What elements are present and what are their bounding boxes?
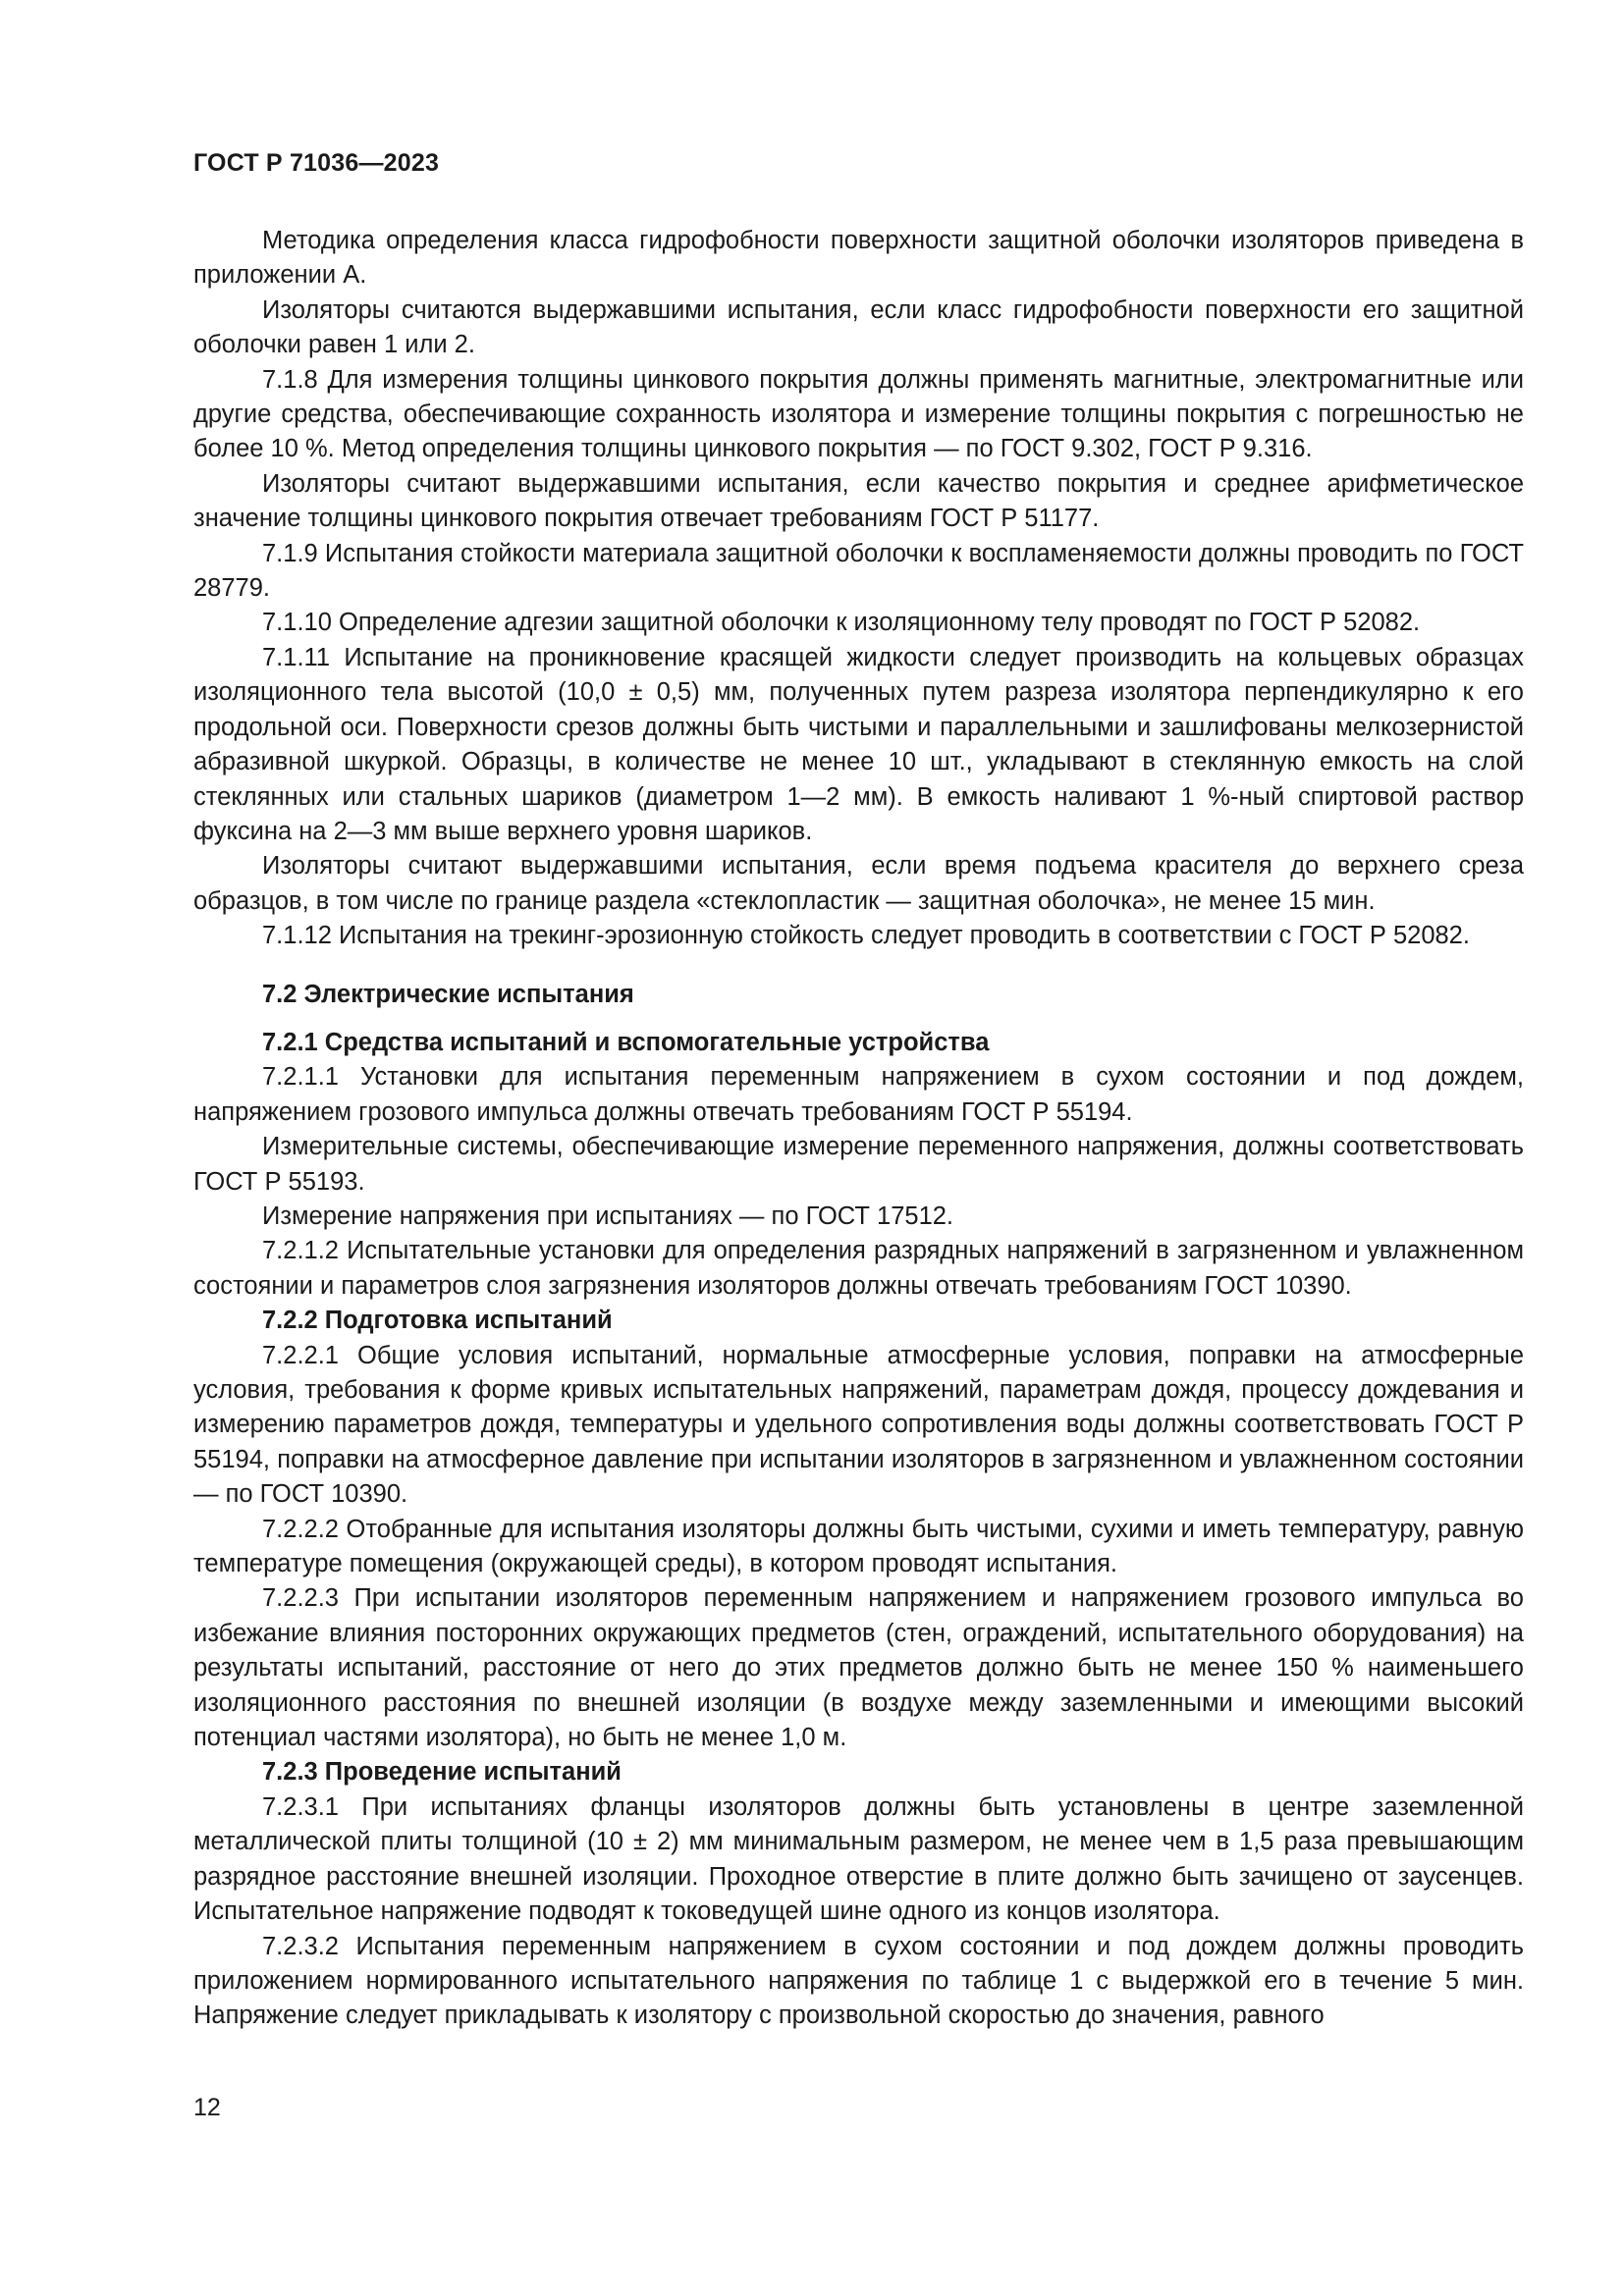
- paragraph: 7.1.12 Испытания на трекинг-эрозионную стойкость следует проводить в соответствии с ГОСТ Р 52082.: [262, 922, 1470, 950]
- paragraph: 7.1.8 Для измерения толщины цинкового покрытия должны применять магнитные, электромагнитные или другие средства, обеспечивающие сохранность изолятора и измерение толщины покрытия с погрешностью не более 10 %. Метод определения толщины цинкового покрытия — по ГОСТ 9.302, ГОСТ Р 9.316.: [193, 365, 1524, 463]
- paragraph: 7.2.2.2 Отобранные для испытания изоляторы должны быть чистыми, сухими и иметь температуру, равную температуре помещения (окружающей среды), в котором проводят испытания.: [193, 1515, 1524, 1578]
- document-body: [193, 224, 1524, 2034]
- subsection-heading: 7.2.2 Подготовка испытаний: [262, 1307, 613, 1335]
- paragraph: 7.2.2.1 Общие условия испытаний, нормальные атмосферные условия, поправки на атмосферные условия, требования к форме кривых испытательных напряжений, параметрам дождя, процессу дождевания и измерению параметров дождя, температуры и удельного сопротивления воды должны соответствовать ГОСТ Р 55194, поправки на атмосферное давление при испытании изоляторов в загрязненном и увлажненном состоянии — по ГОСТ 10390.: [193, 1341, 1524, 1509]
- paragraph: Измерительные системы, обеспечивающие измерение переменного напряжения, должны соответствовать ГОСТ Р 55193.: [193, 1133, 1524, 1196]
- subsection-heading: 7.2.3 Проведение испытаний: [262, 1758, 622, 1787]
- paragraph: Изоляторы считают выдержавшими испытания, если качество покрытия и среднее арифметическое значение толщины цинкового покрытия отвечает требованиям ГОСТ Р 51177.: [193, 469, 1524, 533]
- paragraph: 7.2.1.1 Установки для испытания переменным напряжением в сухом состоянии и под дождем, напряжением грозового импульса должны отвечать требованиям ГОСТ Р 55194.: [193, 1063, 1524, 1126]
- paragraph: Измерение напряжения при испытаниях — по ГОСТ 17512.: [262, 1201, 954, 1230]
- document-code-header: ГОСТ Р 71036—2023: [193, 149, 440, 177]
- paragraph: Методика определения класса гидрофобности поверхности защитной оболочки изоляторов приведена в приложении А.: [193, 227, 1524, 290]
- paragraph: 7.2.3.1 При испытаниях фланцы изоляторов должны быть установлены в центре заземленной металлической плиты толщиной (10 ± 2) мм минимальным размером, не менее чем в 1,5 раза превышающим разрядное расстояние внешней изоляции. Проходное отверстие в плите должно быть зачищено от заусенцев. Испытательное напряжение подводят к токоведущей шине одного из концов изолятора.: [193, 1792, 1524, 1926]
- paragraph: 7.2.2.3 При испытании изоляторов переменным напряжением и напряжением грозового импульса во избежание влияния посторонних окружающих предметов (стен, ограждений, испытательного оборудования) на результаты испытаний, расстояние от него до этих предметов должно быть не менее 150 % наименьшего изоляционного расстояния по внешней изоляции (в воздухе между заземленными и имеющими высокий потенциал частями изолятора), но быть не менее 1,0 м.: [193, 1584, 1524, 1752]
- spacer: [193, 1012, 1524, 1026]
- paragraph: 7.1.11 Испытание на проникновение красящей жидкости следует производить на кольцевых образцах изоляционного тела высотой (10,0 ± 0,5) мм, полученных путем разреза изолятора перпендикулярно к его продольной оси. Поверхности срезов должны быть чистыми и параллельными и зашлифованы мелкозернистой абразивной шкуркой. Образцы, в количестве не менее 10 шт., укладывают в стеклянную емкость на слой стеклянных или стальных шариков (диаметром 1—2 мм). В емкость наливают 1 %-ный спиртовой раствор фуксина на 2—3 мм выше верхнего уровня шариков.: [193, 643, 1524, 845]
- page-number: 12: [193, 2094, 221, 2121]
- paragraph: Изоляторы считают выдержавшими испытания, если время подъема красителя до верхнего среза образцов, в том числе по границе раздела «стеклопластик — защитная оболочка», не менее 15 мин.: [193, 852, 1524, 915]
- spacer: [193, 954, 1524, 978]
- section-heading: 7.2 Электрические испытания: [262, 980, 634, 1008]
- paragraph: 7.1.9 Испытания стойкости материала защитной оболочки к воспламеняемости должны проводить по ГОСТ 28779.: [193, 539, 1524, 603]
- paragraph: 7.2.3.2 Испытания переменным напряжением в сухом состоянии и под дождем должны проводить приложением нормированного испытательного напряжения по таблице 1 с выдержкой его в течение 5 мин. Напряжение следует прикладывать к изолятору с произвольной скоростью до значения, равного: [193, 1932, 1524, 2030]
- paragraph: Изоляторы считаются выдержавшими испытания, если класс гидрофобности поверхности его защитной оболочки равен 1 или 2.: [193, 295, 1524, 359]
- subsection-heading: 7.2.1 Средства испытаний и вспомогательные устройства: [262, 1028, 990, 1056]
- paragraph: 7.1.10 Определение адгезии защитной оболочки к изоляционному телу проводят по ГОСТ Р 52082.: [262, 609, 1421, 637]
- paragraph: 7.2.1.2 Испытательные установки для определения разрядных напряжений в загрязненном и увлажненном состоянии и параметров слоя загрязнения изоляторов должны отвечать требованиям ГОСТ 10390.: [193, 1237, 1524, 1300]
